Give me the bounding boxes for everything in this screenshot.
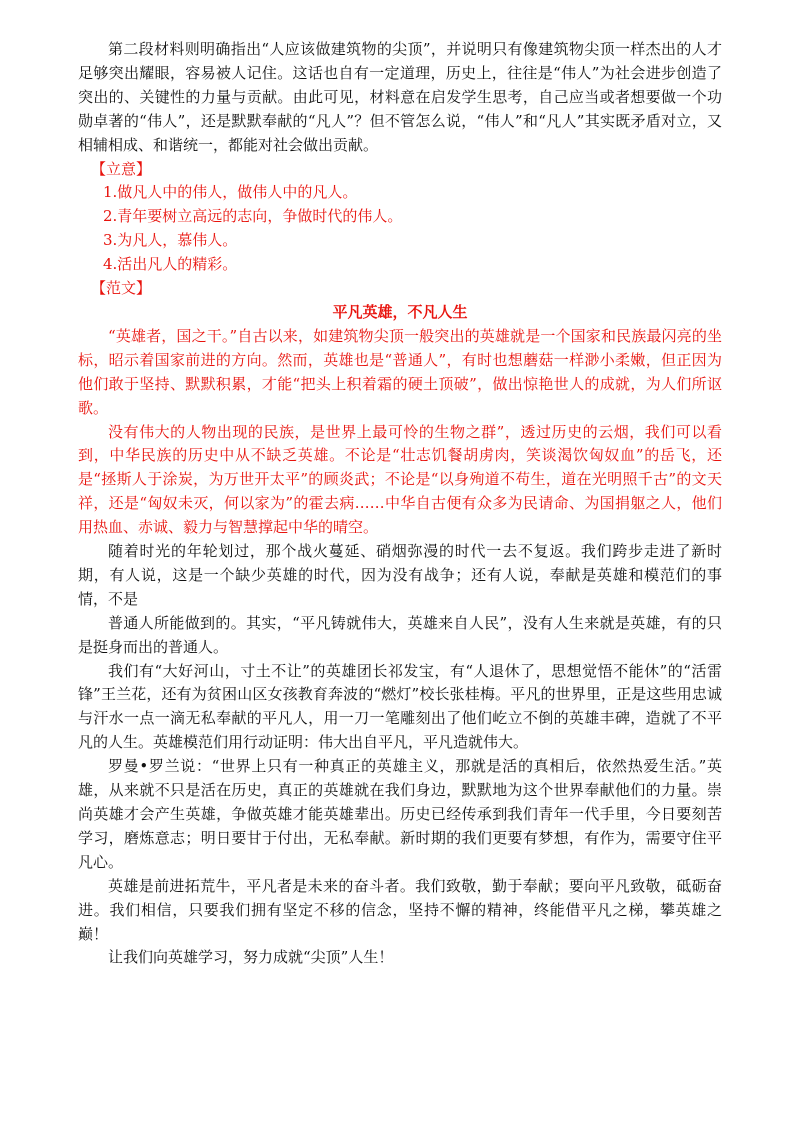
analysis-paragraph: 第二段材料则明确指出“人应该做建筑物的尖顶”，并说明只有像建筑物尖顶一样杰出的人才足够突出耀眼，容易被人记住。这话也自有一定道理，历史上，往往是“伟人”为社会进步创造了突出的、关键性的力量与贡献。由此可见，材料意在启发学生思考，自己应当或者想要做一个功勋卓著的“伟人”，还是默默奉献的“凡人”？但不管怎么说，“伟人”和“凡人”其实既矛盾对立，又相辅相成、和谐统一，都能对社会做出贡献。 bbox=[78, 40, 722, 154]
fanwen-heading: 【范文】 bbox=[91, 279, 152, 298]
liyi-heading: 【立意】 bbox=[91, 159, 152, 178]
essay-title: 平凡英雄，不凡人生 bbox=[332, 302, 468, 321]
essay-paragraph-1: “英雄者，国之干。”自古以来，如建筑物尖顶一般突出的英雄就是一个国家和民族最闪亮的坐标，昭示着国家前进的方向。然而，英雄也是“普通人”，有时也想蘑菇一样渺小柔嫩，但正因为他们敢于坚持、默默积累，才能“把头上积着霜的硬土顶破”，做出惊艳世人的成就，为人们所讴歌。 bbox=[78, 326, 722, 417]
liyi-item-3: 3.为凡人，慕伟人。 bbox=[103, 231, 238, 250]
liyi-item-2: 2.青年要树立高远的志向，争做时代的伟人。 bbox=[103, 207, 403, 226]
essay-paragraph-6: 罗曼•罗兰说：“世界上只有一种真正的英雄主义，那就是活的真相后，依然热爱生活。”英雄，从来就不只是活在历史，真正的英雄就在我们身边，默默地为这个世界奉献他们的力量。崇尚英雄才会产生英雄，争做英雄才能英雄辈出。历史已经传承到我们青年一代手里，今日要刻苦学习，磨炼意志；明日要甘于付出，无私奉献。新时期的我们更要有梦想，有作为，需要守住平凡心。 bbox=[78, 757, 722, 871]
document-page bbox=[78, 38, 722, 970]
essay-paragraph-5: 我们有“大好河山，寸土不让”的英雄团长祁发宝，有“人退休了，思想觉悟不能休”的“活雷锋”王兰花，还有为贫困山区女孩教育奔波的“燃灯”校长张桂梅。平凡的世界里，正是这些用忠诚与汗水一点一滴无私奉献的平凡人，用一刀一笔雕刻出了他们屹立不倒的英雄丰碑，造就了不平凡的人生。英雄模范们用行动证明：伟大出自平凡，平凡造就伟大。 bbox=[78, 661, 722, 752]
essay-paragraph-7: 英雄是前进拓荒牛，平凡者是未来的奋斗者。我们致敬，勤于奉献；要向平凡致敬，砥砺奋进。我们相信，只要我们拥有坚定不移的信念，坚持不懈的精神，终能借平凡之梯，攀英雄之巅！ bbox=[78, 876, 722, 943]
liyi-item-1: 1.做凡人中的伟人，做伟人中的凡人。 bbox=[103, 183, 358, 202]
essay-paragraph-2: 没有伟大的人物出现的民族，是世界上最可怜的生物之群”，透过历史的云烟，我们可以看到，中华民族的历史中从不缺乏英雄。不论是“壮志饥餐胡虏肉，笑谈渴饮匈奴血”的岳飞，还是“拯斯人于涂炭，为万世开太平”的顾炎武；不论是“以身殉道不苟生，道在光明照千古”的文天祥，还是“匈奴未灭，何以家为”的霍去病……中华自古便有众多为民请命、为国捐躯之人，他们用热血、赤诚、毅力与智慧撑起中华的晴空。 bbox=[78, 422, 722, 537]
essay-paragraph-3: 随着时光的年轮划过，那个战火蔓延、硝烟弥漫的时代一去不复返。我们跨步走进了新时期，有人说，这是一个缺少英雄的时代，因为没有战争；还有人说，奉献是英雄和模范们的事情，不是 bbox=[78, 542, 722, 608]
essay-paragraph-8: 让我们向英雄学习，努力成就“尖顶”人生！ bbox=[108, 948, 394, 967]
liyi-item-4: 4.活出凡人的精彩。 bbox=[103, 255, 238, 274]
essay-paragraph-4: 普通人所能做到的。其实，“平凡铸就伟大，英雄来自人民”，没有人生来就是英雄，有的只是挺身而出的普通人。 bbox=[78, 613, 722, 656]
